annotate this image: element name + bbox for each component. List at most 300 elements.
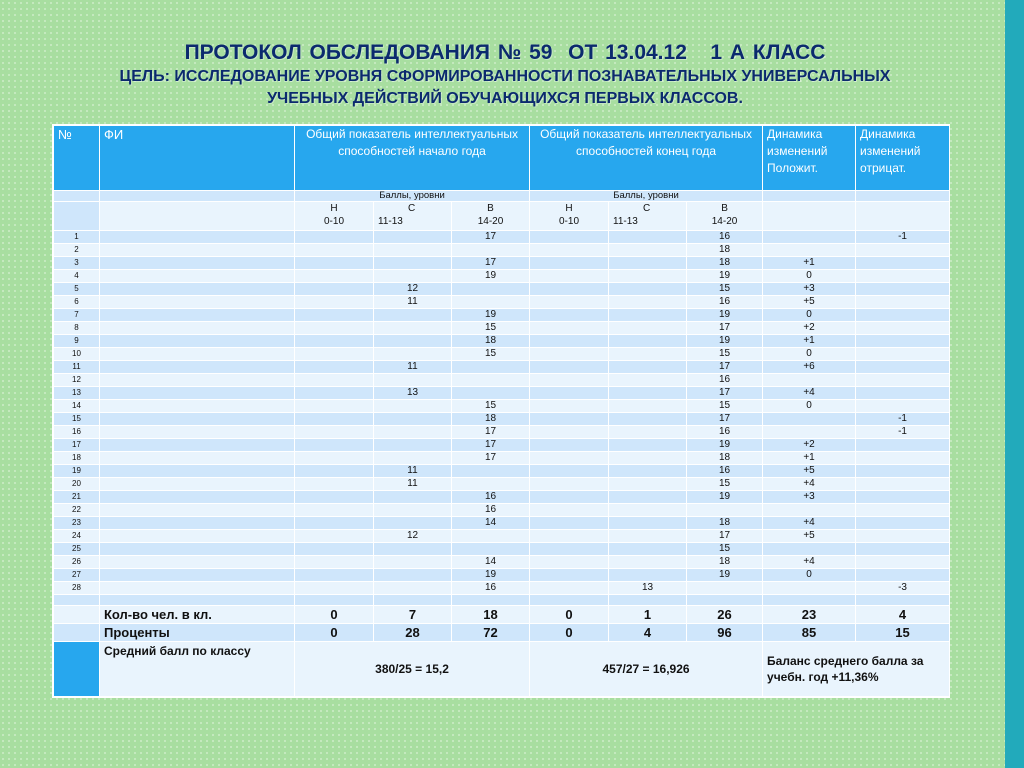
table-row [54,283,949,295]
value-cell: 15 [687,283,762,295]
value-cell [452,465,529,477]
table-row [54,478,949,490]
value-cell: 18 [452,413,529,425]
row-number: 23 [54,517,99,529]
header-end-of-year: Общий показатель интеллектуальных способностей конец года [530,126,762,190]
value-cell [530,517,608,529]
value-cell: -3 [856,582,949,594]
value-cell [530,335,608,347]
protocol-title: ПРОТОКОЛ ОБСЛЕДОВАНИЯ № 59 ОТ 13.04.12 1 А КЛАСС [184,41,826,64]
row-number: 17 [54,439,99,451]
value-cell [856,296,949,308]
value-cell [374,244,451,256]
value-cell [856,361,949,373]
value-cell [452,374,529,386]
value-cell [374,270,451,282]
count-value: 7 [374,606,451,623]
value-cell [609,296,686,308]
value-cell [609,257,686,269]
value-cell: 17 [687,361,762,373]
value-cell: 15 [687,543,762,555]
value-cell: 15 [687,400,762,412]
value-cell [374,426,451,438]
value-cell [609,530,686,542]
value-cell [609,231,686,243]
value-cell [295,296,373,308]
value-cell: 11 [374,361,451,373]
value-cell [763,413,855,425]
value-cell: 17 [452,439,529,451]
value-cell [856,569,949,581]
value-cell [374,452,451,464]
name-cell [100,478,294,490]
row-number: 11 [54,361,99,373]
value-cell [609,309,686,321]
name-cell [100,530,294,542]
header-row [54,126,949,190]
accent-strip [1005,0,1024,768]
value-cell [530,257,608,269]
count-value: 23 [763,606,855,623]
value-cell [763,231,855,243]
count-label: Кол-во чел. в кл. [100,606,294,623]
level-cell: В 14-20 [452,202,529,230]
name-cell [100,465,294,477]
value-cell: 18 [687,257,762,269]
name-cell [100,504,294,516]
average-end: 457/27 = 16,926 [530,642,762,696]
name-cell [100,296,294,308]
name-cell [100,309,294,321]
count-value: 18 [452,606,529,623]
percent-value: 72 [452,624,529,641]
value-cell: +5 [763,296,855,308]
value-cell [295,491,373,503]
value-cell [609,400,686,412]
value-cell: 18 [687,452,762,464]
value-cell [452,361,529,373]
value-cell: 15 [687,478,762,490]
value-cell: 19 [687,569,762,581]
row-number: 4 [54,270,99,282]
row-number: 8 [54,322,99,334]
value-cell: 18 [687,244,762,256]
value-cell: 11 [374,478,451,490]
value-cell [295,582,373,594]
value-cell [530,413,608,425]
table-row [54,400,949,412]
count-value: 1 [609,606,686,623]
value-cell: 12 [374,530,451,542]
value-cell [295,530,373,542]
row-number: 25 [54,543,99,555]
value-cell: +4 [763,387,855,399]
value-cell: 17 [687,387,762,399]
table-row [54,387,949,399]
row-number: 2 [54,244,99,256]
value-cell [295,374,373,386]
value-cell [530,452,608,464]
value-cell [530,348,608,360]
value-cell [856,439,949,451]
value-cell: 0 [763,400,855,412]
value-cell [295,439,373,451]
count-value: 0 [295,606,373,623]
value-cell: 17 [687,322,762,334]
value-cell: 11 [374,296,451,308]
value-cell [295,478,373,490]
table-row [54,491,949,503]
value-cell: 16 [687,296,762,308]
value-cell [374,257,451,269]
name-cell [100,400,294,412]
value-cell [295,400,373,412]
points-levels-end: Баллы, уровни [530,191,762,201]
name-cell [100,413,294,425]
row-number: 1 [54,231,99,243]
table-row [54,439,949,451]
value-cell [374,439,451,451]
value-cell: 19 [687,491,762,503]
value-cell [609,361,686,373]
table-row [54,504,949,516]
value-cell [295,309,373,321]
name-cell [100,543,294,555]
value-cell [295,569,373,581]
value-cell [856,452,949,464]
value-cell [374,543,451,555]
table-row [54,244,949,256]
value-cell: 19 [687,335,762,347]
row-number: 3 [54,257,99,269]
value-cell [609,244,686,256]
row-number: 19 [54,465,99,477]
value-cell: 11 [374,465,451,477]
value-cell: 0 [763,270,855,282]
name-cell [100,231,294,243]
points-levels-row [54,191,949,201]
value-cell: +1 [763,257,855,269]
value-cell: 19 [687,309,762,321]
row-number: 13 [54,387,99,399]
table-row [54,556,949,568]
value-cell: +5 [763,530,855,542]
value-cell [856,504,949,516]
value-cell [295,322,373,334]
row-number: 26 [54,556,99,568]
header-dynamics-negative: Динамика изменений отрицат. [856,126,949,190]
level-cell: Н 0-10 [530,202,608,230]
table-row [54,257,949,269]
value-cell [763,426,855,438]
name-cell [100,517,294,529]
header-fi: ФИ [100,126,294,190]
value-cell: +6 [763,361,855,373]
value-cell [609,491,686,503]
value-cell [530,270,608,282]
count-value: 4 [856,606,949,623]
value-cell: 17 [452,231,529,243]
value-cell [530,556,608,568]
value-cell: 15 [452,400,529,412]
value-cell: 0 [763,569,855,581]
value-cell [856,309,949,321]
value-cell [295,231,373,243]
value-cell [763,374,855,386]
value-cell [530,283,608,295]
table-row [54,270,949,282]
table-row [54,582,949,594]
row-number: 9 [54,335,99,347]
percent-label: Проценты [100,624,294,641]
name-cell [100,387,294,399]
row-number: 18 [54,452,99,464]
row-number: 5 [54,283,99,295]
protocol-table [52,124,950,698]
value-cell [609,335,686,347]
header-dynamics-positive: Динамика изменений Положит. [763,126,855,190]
table-row [54,309,949,321]
value-cell [530,582,608,594]
value-cell: 17 [452,452,529,464]
percent-value: 96 [687,624,762,641]
average-row [54,642,949,696]
value-cell [374,582,451,594]
header-no: № [54,126,99,190]
value-cell [374,400,451,412]
count-row [54,606,949,623]
average-label: Средний балл по классу [100,642,294,696]
value-cell [374,413,451,425]
value-cell [295,348,373,360]
value-cell [687,582,762,594]
value-cell [295,387,373,399]
row-number: 6 [54,296,99,308]
value-cell [856,543,949,555]
name-cell [100,244,294,256]
value-cell [856,348,949,360]
name-cell [100,348,294,360]
value-cell: 12 [374,283,451,295]
value-cell [530,465,608,477]
levels-row [54,202,949,230]
row-number: 14 [54,400,99,412]
value-cell [530,439,608,451]
value-cell [295,504,373,516]
value-cell: +2 [763,439,855,451]
value-cell [856,387,949,399]
value-cell [763,582,855,594]
value-cell [530,387,608,399]
value-cell [295,335,373,347]
value-cell [687,504,762,516]
value-cell [609,556,686,568]
value-cell [295,244,373,256]
value-cell [374,335,451,347]
value-cell: 16 [452,504,529,516]
table-row [54,465,949,477]
value-cell [609,543,686,555]
value-cell: -1 [856,426,949,438]
value-cell [856,335,949,347]
value-cell [530,478,608,490]
value-cell [609,426,686,438]
value-cell [295,257,373,269]
value-cell [295,270,373,282]
value-cell: -1 [856,231,949,243]
value-cell [295,543,373,555]
value-cell: +1 [763,452,855,464]
level-cell: В 14-20 [687,202,762,230]
value-cell: 16 [452,582,529,594]
name-cell [100,439,294,451]
value-cell [374,348,451,360]
value-cell [530,504,608,516]
value-cell [609,348,686,360]
row-number: 7 [54,309,99,321]
value-cell [609,439,686,451]
value-cell [295,283,373,295]
table-row [54,517,949,529]
value-cell [609,569,686,581]
value-cell [763,244,855,256]
percent-value: 28 [374,624,451,641]
value-cell [763,543,855,555]
value-cell: 15 [452,322,529,334]
name-cell [100,556,294,568]
value-cell [374,491,451,503]
value-cell [856,478,949,490]
value-cell [452,387,529,399]
value-cell [295,452,373,464]
spacer-row [54,595,949,605]
value-cell [856,465,949,477]
row-number: 15 [54,413,99,425]
percent-value: 85 [763,624,855,641]
value-cell: 19 [687,439,762,451]
value-cell [374,569,451,581]
value-cell [530,374,608,386]
value-cell [856,283,949,295]
value-cell: 18 [687,556,762,568]
percent-value: 15 [856,624,949,641]
name-cell [100,426,294,438]
value-cell [295,413,373,425]
value-cell: 19 [452,270,529,282]
goal-line-2: УЧЕБНЫХ ДЕЙСТВИЙ ОБУЧАЮЩИХСЯ ПЕРВЫХ КЛАССОВ. [267,90,743,107]
value-cell [374,322,451,334]
value-cell [856,400,949,412]
value-cell [856,270,949,282]
value-cell: +4 [763,517,855,529]
value-cell [609,478,686,490]
points-levels-start: Баллы, уровни [295,191,529,201]
value-cell [609,374,686,386]
value-cell [452,283,529,295]
value-cell [295,556,373,568]
value-cell: 19 [452,309,529,321]
level-cell: С 11-13 [609,202,686,230]
value-cell: 16 [687,465,762,477]
percent-value: 0 [530,624,608,641]
value-cell [452,478,529,490]
value-cell: +3 [763,491,855,503]
value-cell [856,517,949,529]
value-cell: +2 [763,322,855,334]
value-cell: 13 [609,582,686,594]
value-cell [856,244,949,256]
table-row [54,296,949,308]
value-cell: 19 [687,270,762,282]
value-cell: 18 [452,335,529,347]
average-balance: Баланс среднего балла за учебн. год +11,36% [763,642,949,696]
row-number: 28 [54,582,99,594]
value-cell [452,296,529,308]
value-cell: 0 [763,309,855,321]
value-cell [530,569,608,581]
table-row [54,530,949,542]
value-cell [452,244,529,256]
name-cell [100,569,294,581]
value-cell [609,465,686,477]
name-cell [100,374,294,386]
percent-value: 4 [609,624,686,641]
row-number: 27 [54,569,99,581]
row-number: 21 [54,491,99,503]
value-cell [295,517,373,529]
value-cell [530,361,608,373]
value-cell [452,530,529,542]
value-cell [295,465,373,477]
value-cell [609,322,686,334]
value-cell [609,517,686,529]
value-cell: +4 [763,478,855,490]
table-row [54,413,949,425]
value-cell: 14 [452,517,529,529]
name-cell [100,283,294,295]
value-cell: 16 [687,231,762,243]
value-cell: 0 [763,348,855,360]
row-number: 24 [54,530,99,542]
value-cell [295,426,373,438]
value-cell [609,413,686,425]
table-row [54,543,949,555]
value-cell [609,452,686,464]
value-cell [530,309,608,321]
table-row [54,569,949,581]
percent-value: 0 [295,624,373,641]
value-cell: 16 [687,374,762,386]
count-value: 0 [530,606,608,623]
value-cell [609,387,686,399]
value-cell [374,374,451,386]
name-cell [100,322,294,334]
value-cell [374,504,451,516]
value-cell [856,556,949,568]
value-cell [763,504,855,516]
value-cell: 17 [452,257,529,269]
value-cell [609,504,686,516]
average-start: 380/25 = 15,2 [295,642,529,696]
value-cell: 14 [452,556,529,568]
value-cell: 17 [687,413,762,425]
table-row [54,426,949,438]
table-row [54,322,949,334]
header-start-of-year: Общий показатель интеллектуальных способностей начало года [295,126,529,190]
value-cell [374,517,451,529]
value-cell: +4 [763,556,855,568]
value-cell [609,283,686,295]
